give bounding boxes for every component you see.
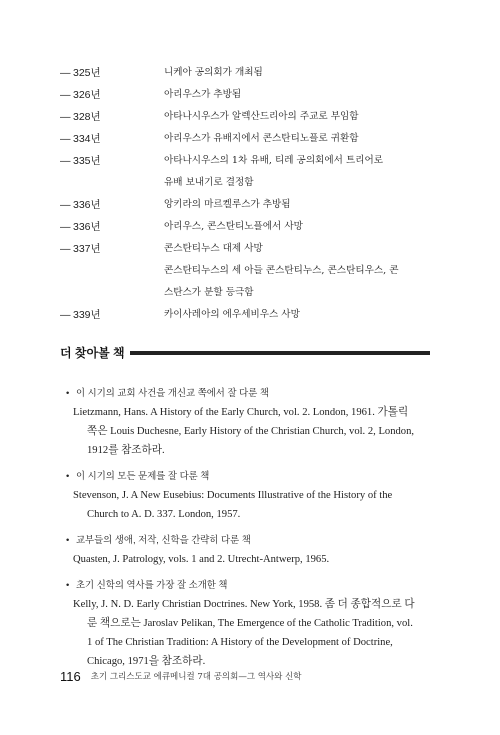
chronology-row (60, 304, 430, 326)
chronology-event-text: 앙키라의 마르켈루스가 추방됨 (164, 199, 291, 210)
chronology-event-text: 니케아 공의회가 개최됨 (164, 67, 263, 78)
further-reading-header (60, 343, 430, 363)
dash-mark: — (60, 309, 71, 321)
reading-citation (60, 486, 432, 524)
section-rule (130, 351, 430, 355)
reading-item (60, 383, 432, 460)
reading-citation (60, 550, 432, 569)
chronology-event-text: 아리우스가 추방됨 (164, 89, 242, 100)
chronology-year (60, 238, 160, 260)
reading-citation (60, 403, 432, 460)
bullet-icon: • (66, 534, 70, 545)
chronology-event-text: 아타나시우스의 1차 유배, 티레 공의회에서 트리어로 (164, 155, 384, 166)
dash-mark: — (60, 67, 71, 79)
reading-item (60, 466, 432, 524)
reading-heading-text: 교부들의 생애, 저작, 신학을 간략히 다룬 책 (76, 534, 251, 545)
dash-mark: — (60, 111, 71, 123)
chronology-year (60, 216, 160, 238)
chronology-year (60, 194, 160, 216)
chronology-year (60, 128, 160, 150)
citation-line: 쪽은 Louis Duchesne, Early History of the Christian Church, vol. 2, London, (87, 426, 415, 437)
citation-line: Lietzmann, Hans. A History of the Early Church, vol. 2. London, 1961. 가톨릭 (73, 407, 409, 418)
chronology-year (60, 304, 160, 326)
reading-heading-text: 이 시기의 교회 사건을 개신교 쪽에서 잘 다룬 책 (76, 387, 269, 398)
citation-line: 룬 책으로는 Jaroslav Pelikan, The Emergence of the Catholic Tradition, vol. (87, 618, 413, 629)
reading-item (60, 530, 432, 569)
chronology-event-text: 아타나시우스가 알렉산드리아의 주교로 부임함 (164, 111, 359, 122)
bullet-icon: • (66, 387, 70, 398)
citation-line: 1 of The Christian Tradition: A History of the Development of Doctrine, (87, 637, 393, 648)
dash-mark: — (60, 243, 71, 255)
citation-line: Kelly, J. N. D. Early Christian Doctrines. New York, 1958. 좀 더 종합적으로 다 (73, 599, 415, 610)
year-label: 335년 (73, 155, 101, 167)
further-reading-list (60, 383, 432, 677)
bullet-icon: • (66, 470, 70, 481)
year-label: 325년 (73, 67, 101, 79)
reading-heading (60, 530, 432, 550)
running-head: 초기 그리스도교 에큐메니컬 7대 공의회—그 역사와 신학 (90, 672, 302, 683)
citation-line: 1912를 참조하라. (87, 445, 165, 456)
chronology-event-text: 아리우스, 콘스탄티노플에서 사망 (164, 221, 303, 232)
chronology-event-text: 아리우스가 유배지에서 콘스탄티노플로 귀환함 (164, 133, 359, 144)
section-title: 더 찾아볼 책 (60, 346, 125, 360)
dash-mark: — (60, 155, 71, 167)
year-label: 336년 (73, 221, 101, 233)
chronology-row (60, 84, 430, 106)
chronology-row (60, 238, 430, 304)
chronology-event-text: 콘스탄티누스 대제 사망 (164, 243, 263, 254)
chronology-row (60, 128, 430, 150)
dash-mark: — (60, 133, 71, 145)
chronology-row (60, 216, 430, 238)
year-label: 336년 (73, 199, 101, 211)
chronology-row (60, 150, 430, 194)
chronology-row (60, 62, 430, 84)
year-label: 337년 (73, 243, 101, 255)
reading-citation (60, 595, 432, 671)
dash-mark: — (60, 221, 71, 233)
citation-line: Quasten, J. Patrology, vols. 1 and 2. Utrecht-Antwerp, 1965. (73, 554, 330, 565)
year-label: 334년 (73, 133, 101, 145)
page-footer (60, 667, 440, 685)
chronology-year (60, 106, 160, 128)
reading-heading (60, 383, 432, 403)
citation-line: Church to A. D. 337. London, 1957. (87, 509, 241, 520)
bullet-icon: • (66, 579, 70, 590)
chronology-event-text: 유배 보내기로 결정함 (164, 177, 254, 188)
reading-item (60, 575, 432, 671)
chronology-row (60, 194, 430, 216)
chronology-event-text: 카이사레아의 에우세비우스 사망 (164, 309, 300, 320)
chronology-list (60, 62, 430, 326)
chronology-row (60, 106, 430, 128)
year-label: 328년 (73, 111, 101, 123)
reading-heading (60, 466, 432, 486)
reading-heading-text: 초기 신학의 역사를 가장 잘 소개한 책 (76, 579, 228, 590)
reading-heading-text: 이 시기의 모든 문제를 잘 다룬 책 (76, 470, 210, 481)
year-label: 339년 (73, 309, 101, 321)
reading-heading (60, 575, 432, 595)
citation-line: Chicago, 1971을 참조하라. (87, 656, 206, 667)
dash-mark: — (60, 199, 71, 211)
chronology-year (60, 62, 160, 84)
chronology-event-text: 콘스탄티누스의 세 아들 콘스탄티누스, 콘스탄티우스, 콘 (164, 265, 399, 276)
year-label: 326년 (73, 89, 101, 101)
page-number: 116 (60, 668, 81, 684)
dash-mark: — (60, 89, 71, 101)
citation-line: Stevenson, J. A New Eusebius: Documents Illustrative of the History of the (73, 490, 393, 501)
chronology-year (60, 84, 160, 106)
chronology-year (60, 150, 160, 172)
chronology-event-text: 스탄스가 분할 등극함 (164, 287, 254, 298)
